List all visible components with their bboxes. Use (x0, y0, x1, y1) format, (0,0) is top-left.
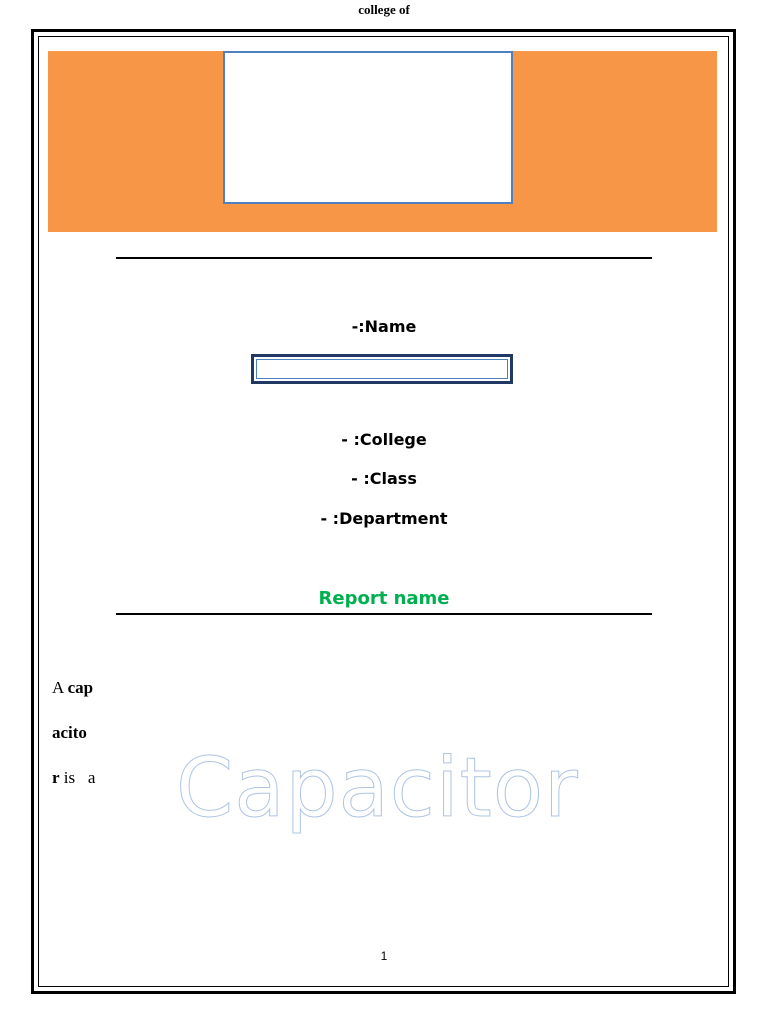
body-text-line-2 (52, 723, 87, 743)
page-header: college of (358, 2, 410, 17)
report-name-title: Report name (318, 588, 450, 609)
top-divider-line (116, 257, 652, 259)
department-label: - :Department (320, 509, 448, 528)
name-input-box-inner (256, 359, 508, 379)
body-text-line-3 (52, 768, 95, 788)
bottom-divider-line (116, 613, 652, 615)
class-label: - :Class (351, 469, 417, 488)
page-number: 1 (380, 949, 388, 963)
capacitor-watermark: Capacitor (176, 741, 579, 836)
body-text-plain: A (52, 678, 68, 697)
body-text-plain: is a (59, 768, 96, 787)
body-text-bold: r (52, 768, 60, 787)
college-label: - :College (341, 430, 427, 449)
body-text-line-1 (52, 678, 93, 698)
name-input-box[interactable] (251, 354, 513, 384)
logo-placeholder-box (223, 51, 513, 204)
name-label: -:Name (351, 317, 417, 336)
body-text-bold: acito (52, 723, 87, 742)
body-text-bold: cap (67, 678, 94, 697)
